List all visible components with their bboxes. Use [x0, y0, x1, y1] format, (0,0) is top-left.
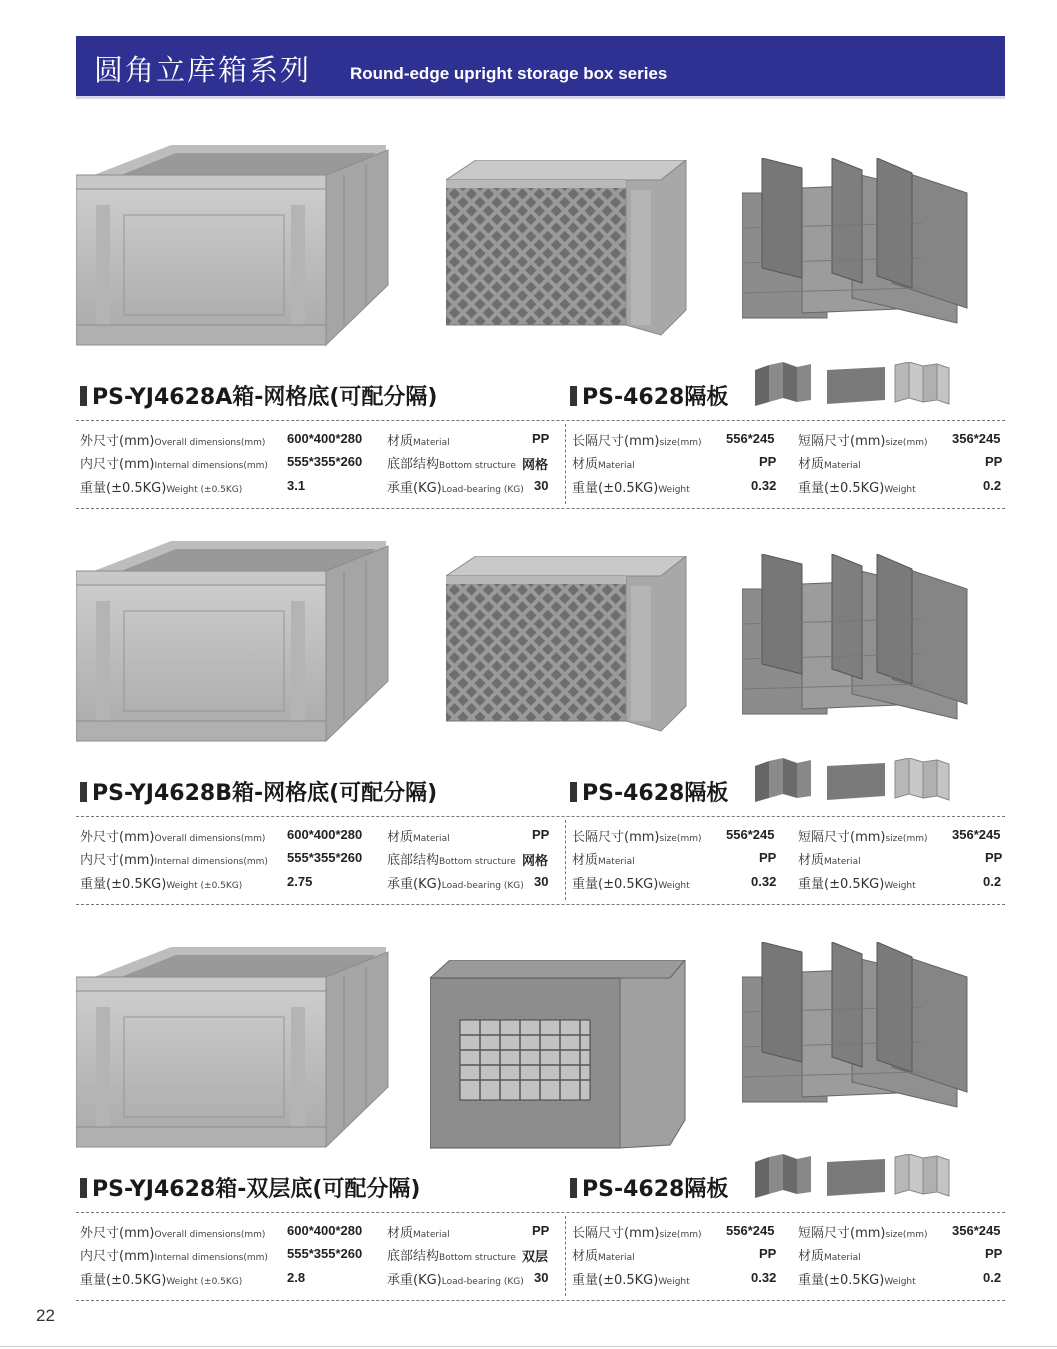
short-material-value: PP: [985, 1246, 1003, 1261]
product-section-b: [0, 536, 1057, 932]
bottom-value: 双层: [522, 1249, 549, 1264]
box-open-image: [76, 145, 391, 350]
outer-value: 600*400*280: [287, 1223, 363, 1238]
dividers-image: [742, 554, 972, 724]
short-material-value: PP: [985, 454, 1003, 469]
box-title: PS-YJ4628A箱-网格底(可配分隔): [80, 380, 437, 411]
short-weight-label: 重量(±0.5KG)Weight: [798, 1273, 916, 1288]
long-size-value: 556*245: [726, 431, 775, 446]
weight-label: 重量(±0.5KG)Weight (±0.5KG): [80, 1273, 243, 1288]
bottom-value: 网格: [522, 457, 549, 472]
long-material-label: 材质Material: [572, 853, 635, 868]
dividers-image: [742, 158, 972, 328]
inner-label: 内尺寸(mm)Internal dimensions(mm): [80, 1249, 268, 1264]
long-material-value: PP: [759, 850, 777, 865]
box-open-image: [76, 947, 391, 1152]
material-label: 材质Material: [387, 830, 450, 845]
box-mesh-bottom-image: [446, 556, 691, 736]
header-banner: [76, 36, 1005, 99]
long-weight-label: 重量(±0.5KG)Weight: [572, 1273, 690, 1288]
divider-line-top: [76, 420, 1005, 421]
outer-label: 外尺寸(mm)Overall dimensions(mm): [80, 434, 266, 449]
weight-value: 2.8: [287, 1270, 306, 1285]
short-size-label: 短隔尺寸(mm)size(mm): [798, 434, 928, 449]
short-weight-label: 重量(±0.5KG)Weight: [798, 481, 916, 496]
load-value: 30: [534, 478, 549, 493]
divider-line-bottom: [76, 1300, 1005, 1301]
product-section-a: [0, 140, 1057, 536]
long-weight-label: 重量(±0.5KG)Weight: [572, 481, 690, 496]
load-value: 30: [534, 1270, 549, 1285]
page-number: 22: [36, 1306, 55, 1325]
short-size-label: 短隔尺寸(mm)size(mm): [798, 830, 928, 845]
load-label: 承重(KG)Load-bearing (KG): [387, 481, 524, 496]
short-size-value: 356*245: [952, 827, 1001, 842]
short-size-value: 356*245: [952, 1223, 1001, 1238]
page-bottom-line: [0, 1346, 1057, 1347]
divider-line-top: [76, 816, 1005, 817]
divider-line-vertical: [565, 820, 566, 900]
short-weight-value: 0.2: [983, 1270, 1002, 1285]
box-double-bottom-image: [430, 960, 690, 1155]
short-material-label: 材质Material: [798, 853, 861, 868]
weight-value: 3.1: [287, 478, 306, 493]
inner-value: 555*355*260: [287, 1246, 363, 1261]
long-weight-value: 0.32: [751, 874, 777, 889]
short-weight-label: 重量(±0.5KG)Weight: [798, 877, 916, 892]
inner-label: 内尺寸(mm)Internal dimensions(mm): [80, 853, 268, 868]
dividers-image: [742, 942, 972, 1112]
divider-title: PS-4628隔板: [570, 380, 728, 411]
header-title-en: Round-edge upright storage box series: [350, 64, 668, 83]
divider-thumbnails-image: [755, 758, 955, 804]
divider-line-vertical: [565, 424, 566, 504]
box-title: PS-YJ4628箱-双层底(可配分隔): [80, 1172, 420, 1203]
material-label: 材质Material: [387, 1226, 450, 1241]
divider-title: PS-4628隔板: [570, 1172, 728, 1203]
outer-value: 600*400*280: [287, 431, 363, 446]
weight-label: 重量(±0.5KG)Weight (±0.5KG): [80, 877, 243, 892]
long-size-label: 长隔尺寸(mm)size(mm): [572, 830, 702, 845]
long-size-label: 长隔尺寸(mm)size(mm): [572, 1226, 702, 1241]
long-material-value: PP: [759, 454, 777, 469]
bottom-label: 底部结构Bottom structure: [387, 457, 516, 472]
short-material-label: 材质Material: [798, 457, 861, 472]
long-material-value: PP: [759, 1246, 777, 1261]
long-material-label: 材质Material: [572, 1249, 635, 1264]
outer-value: 600*400*280: [287, 827, 363, 842]
divider-line-vertical: [565, 1216, 566, 1296]
long-size-value: 556*245: [726, 827, 775, 842]
product-section-c: [0, 932, 1057, 1328]
material-value: PP: [532, 827, 550, 842]
divider-thumbnails-image: [755, 1154, 955, 1200]
bottom-label: 底部结构Bottom structure: [387, 853, 516, 868]
box-open-image: [76, 541, 391, 746]
material-label: 材质Material: [387, 434, 450, 449]
weight-label: 重量(±0.5KG)Weight (±0.5KG): [80, 481, 243, 496]
long-weight-label: 重量(±0.5KG)Weight: [572, 877, 690, 892]
bottom-value: 网格: [522, 853, 549, 868]
short-material-label: 材质Material: [798, 1249, 861, 1264]
long-weight-value: 0.32: [751, 1270, 777, 1285]
weight-value: 2.75: [287, 874, 313, 889]
inner-value: 555*355*260: [287, 850, 363, 865]
long-size-label: 长隔尺寸(mm)size(mm): [572, 434, 702, 449]
divider-title: PS-4628隔板: [570, 776, 728, 807]
load-label: 承重(KG)Load-bearing (KG): [387, 877, 524, 892]
outer-label: 外尺寸(mm)Overall dimensions(mm): [80, 1226, 266, 1241]
divider-line-bottom: [76, 904, 1005, 905]
long-size-value: 556*245: [726, 1223, 775, 1238]
inner-label: 内尺寸(mm)Internal dimensions(mm): [80, 457, 268, 472]
long-weight-value: 0.32: [751, 478, 777, 493]
box-title: PS-YJ4628B箱-网格底(可配分隔): [80, 776, 437, 807]
divider-thumbnails-image: [755, 362, 955, 408]
short-size-label: 短隔尺寸(mm)size(mm): [798, 1226, 928, 1241]
material-value: PP: [532, 1223, 550, 1238]
box-mesh-bottom-image: [446, 160, 691, 340]
material-value: PP: [532, 431, 550, 446]
bottom-label: 底部结构Bottom structure: [387, 1249, 516, 1264]
short-weight-value: 0.2: [983, 478, 1002, 493]
divider-line-top: [76, 1212, 1005, 1213]
divider-line-bottom: [76, 508, 1005, 509]
outer-label: 外尺寸(mm)Overall dimensions(mm): [80, 830, 266, 845]
short-weight-value: 0.2: [983, 874, 1002, 889]
load-label: 承重(KG)Load-bearing (KG): [387, 1273, 524, 1288]
long-material-label: 材质Material: [572, 457, 635, 472]
short-material-value: PP: [985, 850, 1003, 865]
inner-value: 555*355*260: [287, 454, 363, 469]
short-size-value: 356*245: [952, 431, 1001, 446]
header-title-zh: 圆角立库箱系列: [94, 53, 312, 87]
load-value: 30: [534, 874, 549, 889]
